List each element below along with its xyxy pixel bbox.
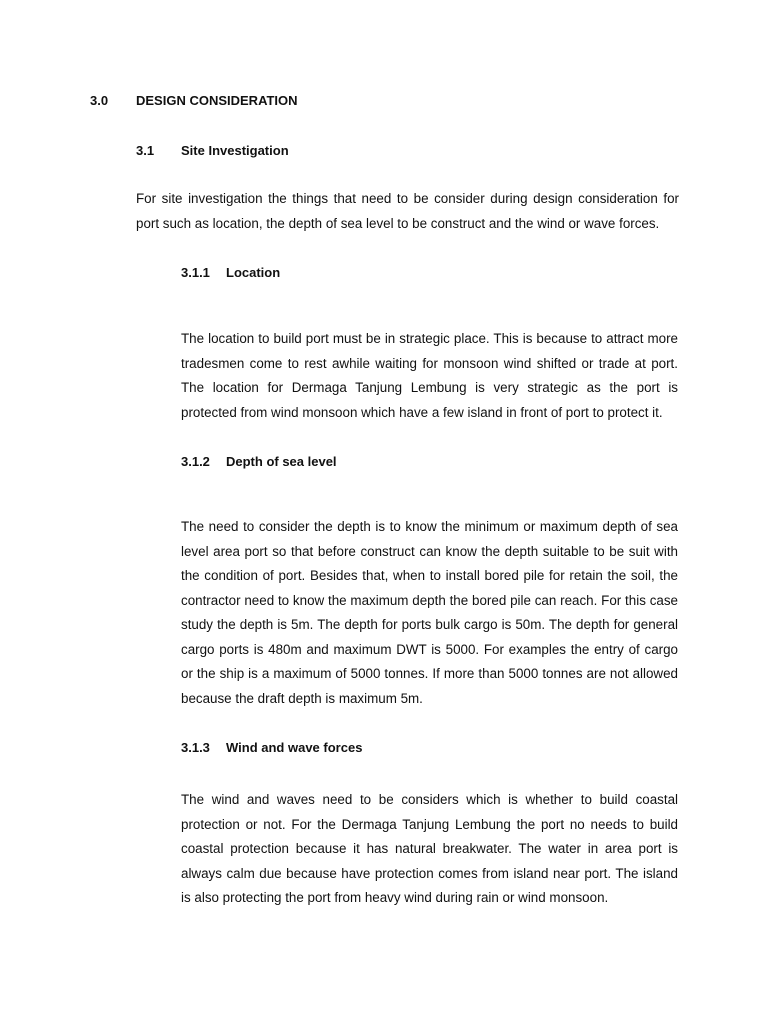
section-heading (90, 93, 298, 108)
subsection-number: 3.1 (136, 143, 155, 158)
wind-number: 3.1.3 (181, 740, 210, 755)
location-title: Location (226, 265, 281, 280)
section-title: DESIGN CONSIDERATION (136, 93, 298, 108)
depth-title: Depth of sea level (226, 454, 337, 469)
wind-heading (181, 740, 362, 755)
location-number: 3.1.1 (181, 265, 210, 280)
depth-number: 3.1.2 (181, 454, 210, 469)
location-paragraph: The location to build port must be in strategic place. This is because to attract more tradesmen come to rest awhile waiting for monsoon wind shifted or trade at port. The location for Dermaga Tanjung Lembung is very strategic as the port is protected from wind monsoon which have a few island in front of port to protect it. (181, 331, 678, 420)
section-number: 3.0 (90, 93, 109, 108)
subsection-heading (136, 143, 289, 158)
site-investigation-paragraph: For site investigation the things that need to be consider during design consideration for port such as location, the depth of sea level to be construct and the wind or wave forces. (136, 191, 679, 231)
depth-heading (181, 454, 337, 469)
wind-paragraph: The wind and waves need to be considers which is whether to build coastal protection or not. For the Dermaga Tanjung Lembung the port no needs to build coastal protection because it has natural breakwater. The water in area port is always calm due because have protection comes from island near port. The island is also protecting the port from heavy wind during rain or wind monsoon. (181, 792, 678, 905)
wind-title: Wind and wave forces (226, 740, 363, 755)
location-heading (181, 265, 280, 280)
depth-paragraph: The need to consider the depth is to know the minimum or maximum depth of sea level area port so that before construct can know the depth suitable to be suit with the condition of port. Besides that, when to install bored pile for retain the soil, the contractor need to know the maximum depth the bored pile can reach. For this case study the depth is 5m. The depth for ports bulk cargo is 50m. The depth for general cargo ports is 480m and maximum DWT is 5000. For examples the entry of cargo or the ship is a maximum of 5000 tonnes. If more than 5000 tonnes are not allowed because the draft depth is maximum 5m. (181, 519, 678, 706)
subsection-title: Site Investigation (181, 143, 289, 158)
